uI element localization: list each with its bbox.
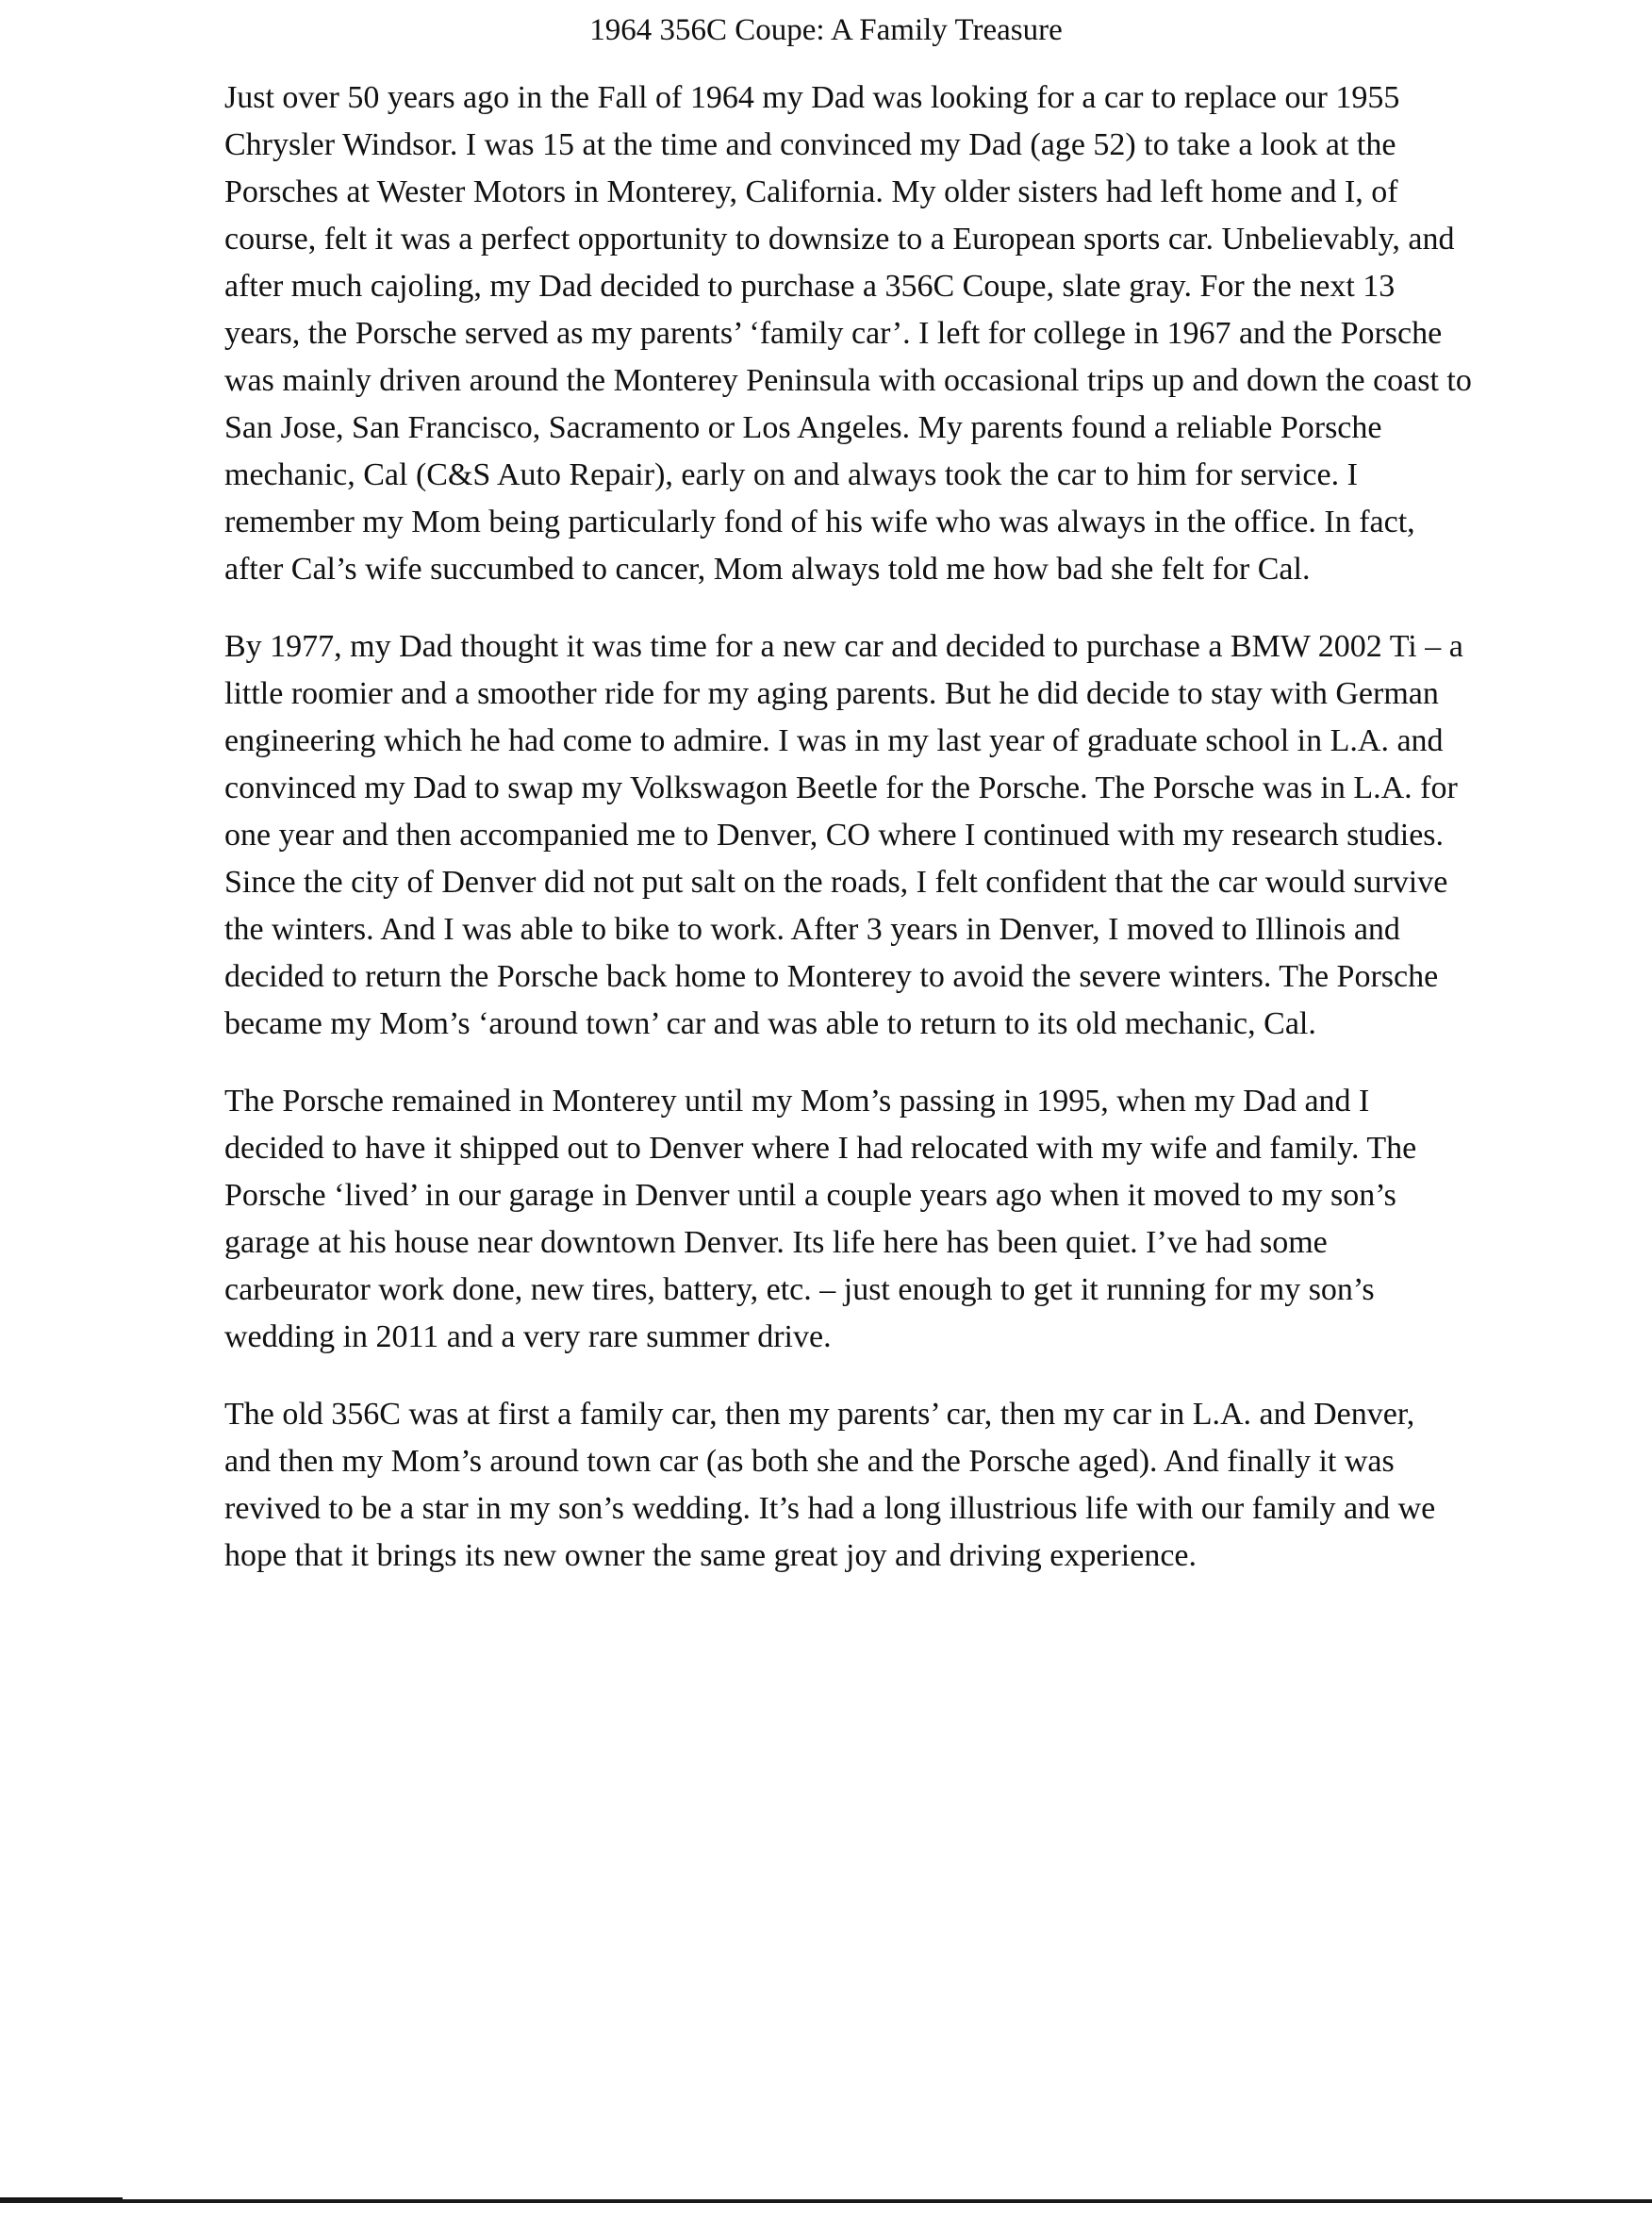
paragraph-2 <box>224 623 1596 1048</box>
paragraph-line: engineering which he had come to admire. I was in my last year of graduate school in L.A. and <box>224 723 1444 758</box>
document-title: 1964 356C Coupe: A Family Treasure <box>589 13 1063 47</box>
paragraph-line: decided to have it shipped out to Denver where I had relocated with my wife and family. The <box>224 1131 1417 1166</box>
paragraph-line: became my Mom’s ‘around town’ car and was able to return to its old mechanic, Cal. <box>224 1006 1316 1041</box>
paragraph-line: Chrysler Windsor. I was 15 at the time and convinced my Dad (age 52) to take a look at the <box>224 127 1396 162</box>
paragraph-line: one year and then accompanied me to Denver, CO where I continued with my research studies. <box>224 818 1445 853</box>
paragraph-line: little roomier and a smoother ride for my aging parents. But he did decide to stay with German <box>224 676 1439 711</box>
paragraph-line: mechanic, Cal (C&S Auto Repair), early on and always took the car to him for service. I <box>224 457 1358 492</box>
paragraph-line: after Cal’s wife succumbed to cancer, Mom always told me how bad she felt for Cal. <box>224 552 1311 587</box>
paragraph-line: Porsches at Wester Motors in Monterey, California. My older sisters had left home and I, of <box>224 174 1398 209</box>
paragraph-3 <box>224 1078 1596 1361</box>
paragraph-line: course, felt it was a perfect opportunity to downsize to a European sports car. Unbelievably, and <box>224 222 1455 257</box>
paragraph-line: The old 356C was at first a family car, then my parents’ car, then my car in L.A. and Denver, <box>224 1397 1415 1432</box>
paragraph-line: remember my Mom being particularly fond of his wife who was always in the office. In fact, <box>224 505 1415 539</box>
paragraph-line: carbeurator work done, new tires, battery, etc. – just enough to get it running for my son’s <box>224 1272 1375 1307</box>
paragraph-line: years, the Porsche served as my parents’ ‘family car’. I left for college in 1967 and the Porsche <box>224 316 1443 351</box>
paragraph-line: decided to return the Porsche back home to Monterey to avoid the severe winters. The Porsche <box>224 959 1439 994</box>
paragraph-line: By 1977, my Dad thought it was time for a new car and decided to purchase a BMW 2002 Ti – a <box>224 629 1463 664</box>
paragraph-line: after much cajoling, my Dad decided to purchase a 356C Coupe, slate gray. For the next 13 <box>224 269 1396 304</box>
document-body <box>224 75 1596 1610</box>
paragraph-line: garage at his house near downtown Denver. Its life here has been quiet. I’ve had some <box>224 1225 1328 1260</box>
paragraph-1 <box>224 75 1596 593</box>
paragraph-line: wedding in 2011 and a very rare summer drive. <box>224 1319 832 1354</box>
paragraph-line: hope that it brings its new owner the same great joy and driving experience. <box>224 1538 1198 1573</box>
paragraph-line: convinced my Dad to swap my Volkswagon Beetle for the Porsche. The Porsche was in L.A. for <box>224 771 1458 805</box>
paragraph-line: San Jose, San Francisco, Sacramento or Los Angeles. My parents found a reliable Porsche <box>224 410 1382 445</box>
bottom-rule <box>0 2199 1652 2203</box>
paragraph-line: The Porsche remained in Monterey until my Mom’s passing in 1995, when my Dad and I <box>224 1084 1370 1118</box>
paragraph-line: revived to be a star in my son’s wedding. It’s had a long illustrious life with our family and we <box>224 1491 1436 1526</box>
paragraph-line: Since the city of Denver did not put salt on the roads, I felt confident that the car would survive <box>224 865 1448 900</box>
paragraph-line: was mainly driven around the Monterey Peninsula with occasional trips up and down the coast to <box>224 363 1472 398</box>
paragraph-line: Porsche ‘lived’ in our garage in Denver until a couple years ago when it moved to my son’s <box>224 1178 1396 1213</box>
paragraph-line: the winters. And I was able to bike to work. After 3 years in Denver, I moved to Illinois and <box>224 912 1400 947</box>
paragraph-line: and then my Mom’s around town car (as both she and the Porsche aged). And finally it was <box>224 1444 1395 1479</box>
paragraph-line: Just over 50 years ago in the Fall of 1964 my Dad was looking for a car to replace our 1955 <box>224 80 1400 115</box>
paragraph-4 <box>224 1391 1596 1580</box>
